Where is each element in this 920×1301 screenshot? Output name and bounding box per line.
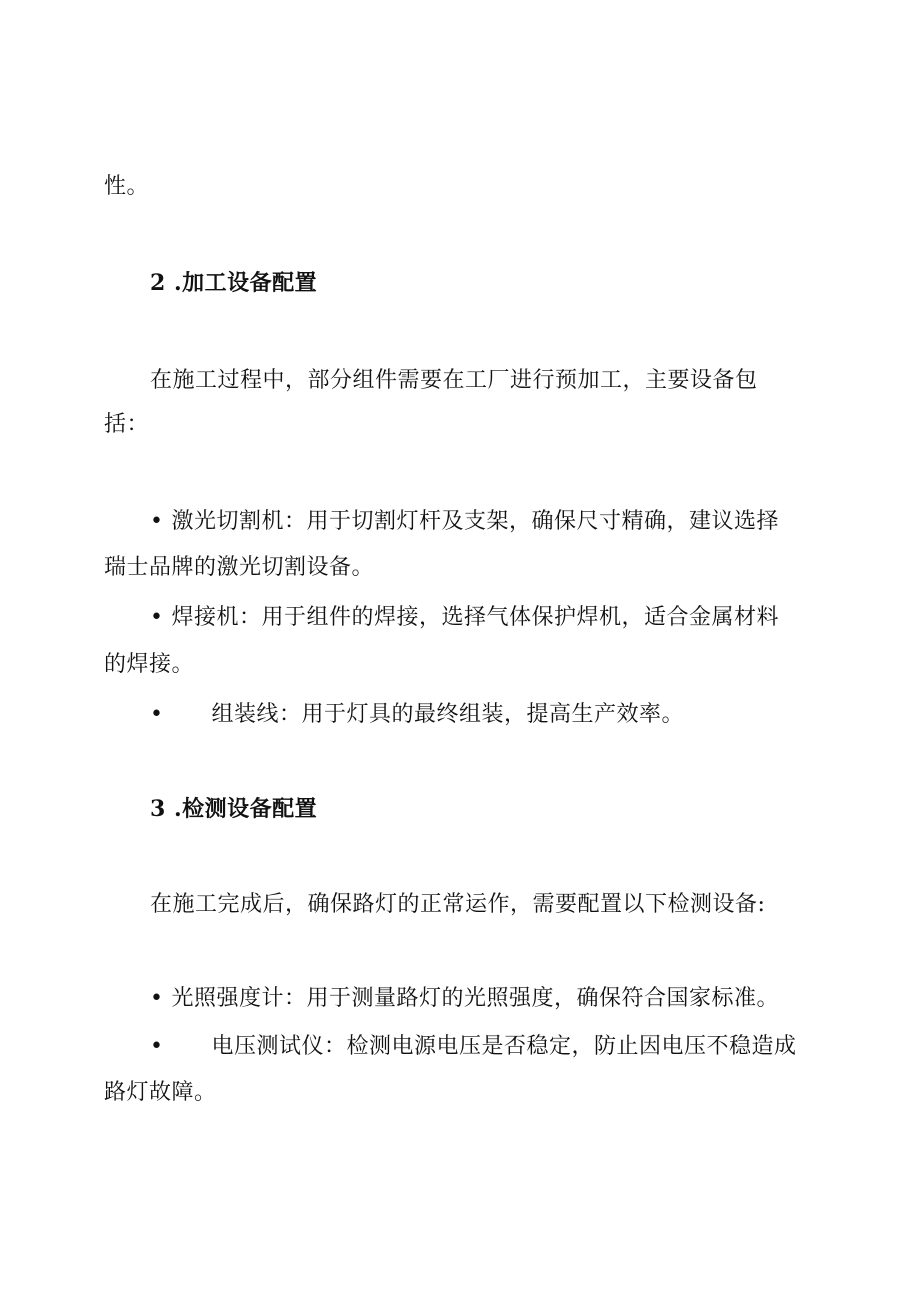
list-item-text: 焊接机：用于组件的焊接，选择气体保护焊机，适合金属材料 [171, 605, 779, 630]
list-item-assembly-line [150, 700, 684, 730]
section-heading-processing-equipment: 2 .加工设备配置 [150, 270, 318, 296]
list-item-laser-cutter [150, 507, 779, 537]
list-item-voltage-tester-continued: 路灯故障。 [104, 1080, 217, 1105]
list-item-welder-continued: 的焊接。 [104, 652, 195, 677]
list-item-voltage-tester [150, 1032, 797, 1062]
section2-intro-line1: 在施工过程中，部分组件需要在工厂进行预加工，主要设备包 [150, 368, 758, 393]
list-item-text: 激光切割机：用于切割灯杆及支架，确保尺寸精确，建议选择 [171, 509, 779, 534]
section-heading-inspection-equipment: 3 .检测设备配置 [150, 796, 318, 822]
bullet-icon: • [150, 605, 164, 630]
section3-intro-line1: 在施工完成后，确保路灯的正常运作，需要配置以下检测设备: [150, 892, 766, 917]
bullet-icon: • [150, 509, 164, 534]
list-item-illuminance-meter [150, 984, 779, 1014]
list-item-welder [150, 603, 779, 633]
list-item-text: 光照强度计：用于测量路灯的光照强度，确保符合国家标准。 [171, 986, 779, 1011]
section2-intro-line2: 括： [104, 412, 150, 437]
bullet-icon: • [150, 1034, 164, 1059]
paragraph-fragment: 性。 [104, 174, 150, 199]
list-item-laser-cutter-continued: 瑞士品牌的激光切割设备。 [104, 555, 375, 580]
list-item-text: 组装线：用于灯具的最终组装，提高生产效率。 [211, 702, 684, 727]
bullet-icon: • [150, 986, 164, 1011]
bullet-icon: • [150, 702, 164, 727]
list-item-text: 电压测试仪：检测电源电压是否稳定，防止因电压不稳造成 [211, 1034, 797, 1059]
